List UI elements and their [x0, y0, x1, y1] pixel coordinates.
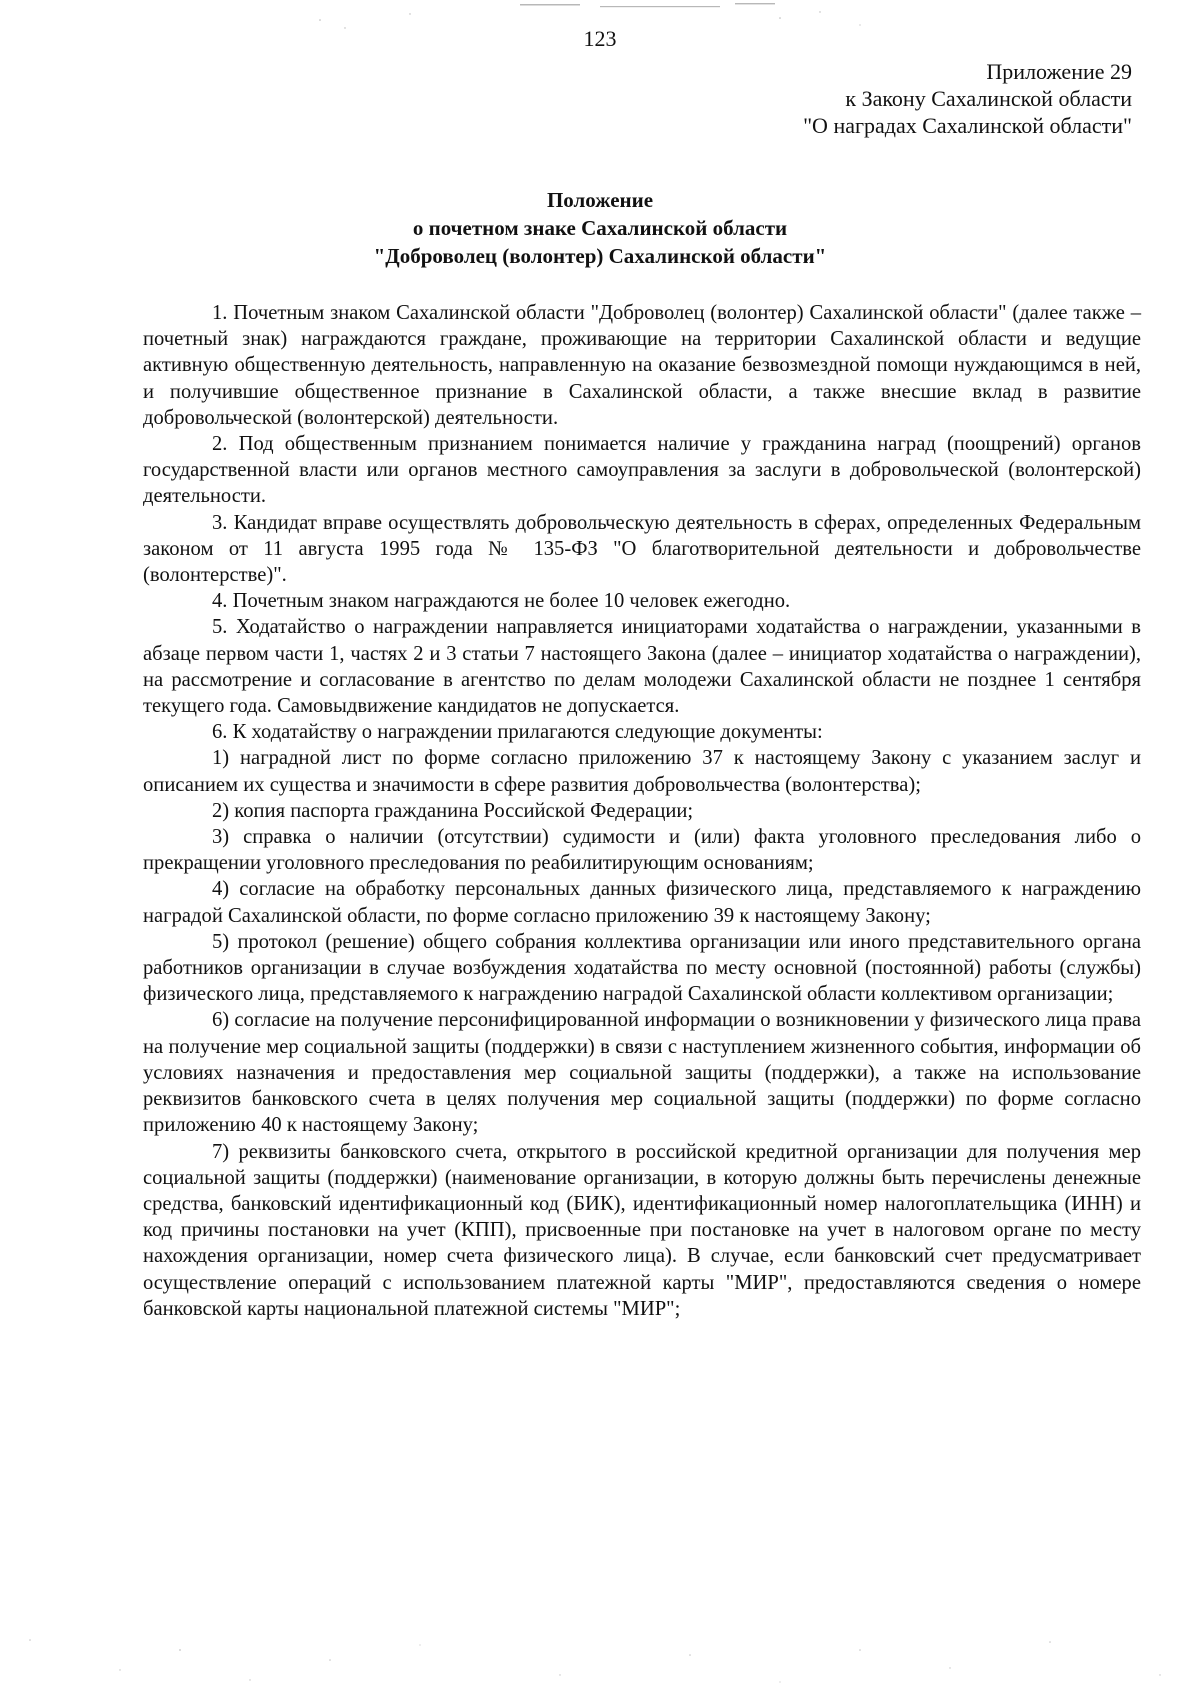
page-number: 123	[583, 26, 617, 51]
title-line-1: Положение	[546, 188, 654, 212]
appendix-line-1: Приложение 29	[986, 59, 1132, 84]
paragraph-4: 4. Почетным знаком награждаются не более 10 человек ежегодно.	[212, 590, 791, 613]
appendix-header	[803, 58, 1132, 139]
paragraph-6: 6. К ходатайству о награждении прилагаются следующие документы:	[212, 721, 823, 744]
list-item-2: 2) копия паспорта гражданина Российской Федерации;	[212, 799, 694, 822]
list-item-7: 7) реквизиты банковского счета, открытого в российской кредитной организации для получения мер социальной защиты (поддержки) (наименование организации, в которую должны быть перечислены денежные средства, банковский идентификационный код (БИК), идентификационный номер налогоплательщика (ИНН) и код причины постановки на учет (КПП), присвоенные при постановке на учет в налоговом органе по месту нахождения организации, номер счета физического лица). В случае, если банковский счет предусматривает осуществление операций с использованием платежной карты "МИР", предоставляются сведения о номере банковской карты национальной платежной системы "МИР";	[143, 1140, 1141, 1320]
paragraph-5: 5. Ходатайство о награждении направляется инициаторами ходатайства о награждении, указанными в абзаце первом части 1, частях 2 и 3 статьи 7 настоящего Закона (далее – инициатор ходатайства о награждении), на рассмотрение и согласование в агентство по делам молодежи Сахалинской области не позднее 1 сентября текущего года. Самовыдвижение кандидатов не допускается.	[143, 616, 1141, 718]
appendix-line-3: "О наградах Сахалинской области"	[803, 113, 1132, 138]
list-item-5: 5) протокол (решение) общего собрания коллектива организации или иного представительного органа работников организации в случае возбуждения ходатайства по месту основной (постоянной) работы (службы) физического лица, представляемого к награждению наградой Сахалинской области коллективом организации;	[143, 930, 1141, 1006]
appendix-line-2: к Закону Сахалинской области	[845, 86, 1132, 111]
paragraph-3: 3. Кандидат вправе осуществлять добровольческую деятельность в сферах, определенных Федеральным законом от 11 августа 1995 года № 135-ФЗ "О благотворительной деятельности и добровольчестве (волонтерстве)".	[143, 511, 1141, 587]
document-title	[0, 186, 1200, 270]
title-line-3: "Доброволец (волонтер) Сахалинской области"	[373, 244, 827, 268]
list-item-1: 1) наградной лист по форме согласно приложению 37 к настоящему Закону с указанием заслуг и описанием их существа и значимости в сфере развития добровольчества (волонтерства);	[143, 747, 1141, 796]
list-item-3: 3) справка о наличии (отсутствии) судимости и (или) факта уголовного преследования либо о прекращении уголовного преследования по реабилитирующим основаниям;	[143, 826, 1141, 875]
list-item-4: 4) согласие на обработку персональных данных физического лица, представляемого к награждению наградой Сахалинской области, по форме согласно приложению 39 к настоящему Закону;	[143, 878, 1141, 927]
paragraph-2: 2. Под общественным признанием понимается наличие у гражданина наград (поощрений) органов государственной власти или органов местного самоуправления за заслуги в добровольческой (волонтерской) деятельности.	[143, 433, 1141, 508]
document-body	[143, 300, 1141, 1322]
list-item-6: 6) согласие на получение персонифицированной информации о возникновении у физического лица права на получение мер социальной защиты (поддержки) в связи с наступлением жизненного события, информации об условиях назначения и предоставления мер социальной защиты (поддержки), а также на использование реквизитов банковского счета в целях получения мер социальной защиты (поддержки) по форме согласно приложению 40 к настоящему Закону;	[143, 1009, 1141, 1137]
title-line-2: о почетном знаке Сахалинской области	[412, 216, 788, 240]
paragraph-1: 1. Почетным знаком Сахалинской области "Доброволец (волонтер) Сахалинской области" (далее также – почетный знак) награждаются граждане, проживающие на территории Сахалинской области и ведущие активную общественную деятельность, направленную на оказание безвозмездной помощи нуждающимся в ней, и получившие общественное признание в Сахалинской области, а также внесшие вклад в развитие добровольческой (волонтерской) деятельности.	[143, 302, 1141, 429]
scan-noise-bottom	[0, 1620, 1200, 1704]
